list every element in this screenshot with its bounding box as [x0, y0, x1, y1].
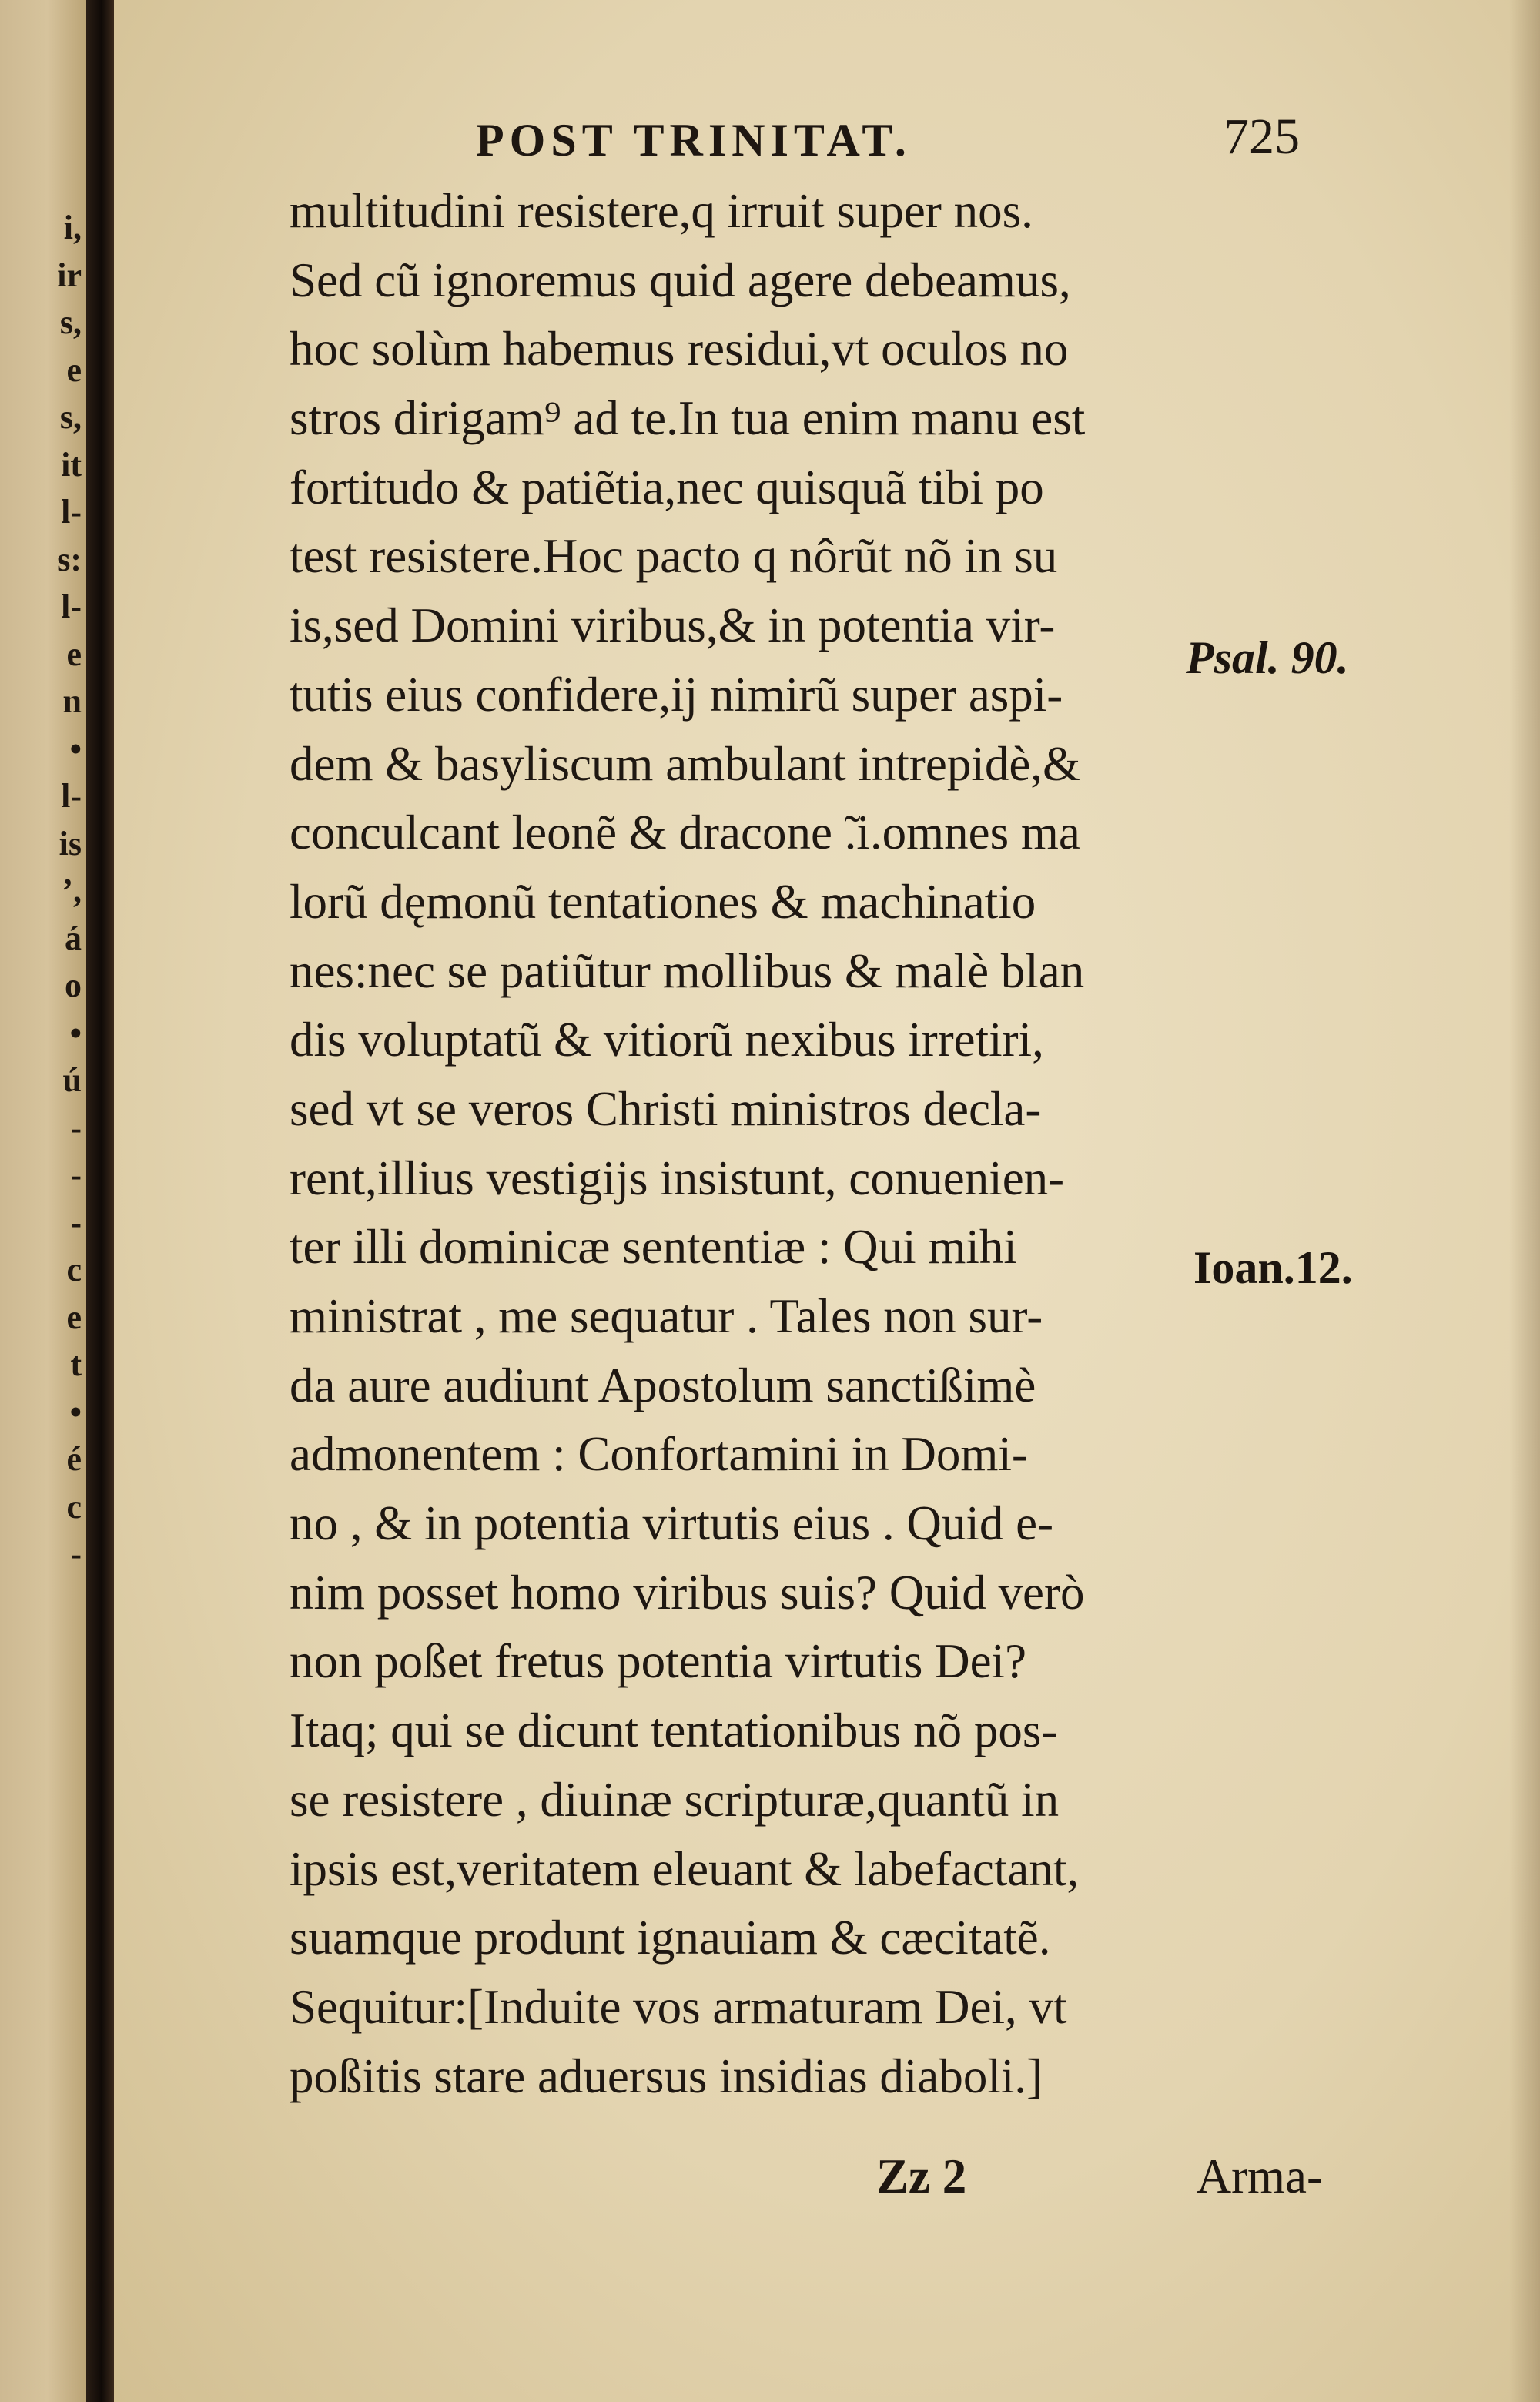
previous-page-fragment: t: [70, 1345, 82, 1383]
previous-page-fragment: e: [66, 350, 82, 389]
text-line: Sequitur:[Induite vos armaturam Dei, vt: [290, 1979, 1067, 2034]
page-number: 725: [1224, 109, 1300, 165]
previous-page-fragment: ’,: [62, 872, 82, 910]
previous-page-fragment: it: [61, 445, 82, 484]
text-line: no , & in potentia virtutis eius . Quid e-: [290, 1496, 1054, 1551]
previous-page-fragment: •: [69, 1392, 82, 1431]
text-line: admonentem : Confortamini in Domi-: [290, 1427, 1028, 1482]
previous-page-fragment: •: [69, 1013, 82, 1052]
previous-page-fragment: l-: [61, 777, 82, 815]
text-line: hoc solùm habemus residui,vt oculos no: [290, 322, 1069, 377]
text-line: non poßet fretus potentia virtutis Dei?: [290, 1634, 1027, 1689]
text-line: se resistere , diuinæ scripturæ,quantũ in: [290, 1772, 1060, 1827]
previous-page-fragment: o: [65, 966, 82, 1004]
previous-page-fragment: -: [70, 1535, 82, 1573]
previous-page-fragment: c: [66, 1487, 82, 1526]
page-header: [476, 109, 1300, 183]
previous-page-fragment: á: [65, 919, 82, 957]
previous-page-fragment: i,: [63, 209, 82, 246]
text-line: sed vt se veros Christi ministros decla-: [290, 1081, 1042, 1136]
previous-page-fragment: c: [66, 1251, 82, 1288]
text-line: nim posset homo viribus suis? Quid verò: [290, 1565, 1085, 1620]
book-gutter: [86, 0, 114, 2402]
text-line: conculcant leonẽ & dracone ̃.i.omnes ma: [290, 806, 1080, 860]
running-title: POST TRINITAT.: [476, 115, 912, 166]
text-line: multitudini resistere,q irruit super nos.: [290, 184, 1033, 238]
previous-page-fragment: n: [62, 682, 82, 720]
previous-page-fragment: is: [59, 824, 82, 863]
book-page: [114, 0, 1540, 2402]
text-line: fortitudo & patiẽtia,nec quisquã tibi po: [290, 460, 1044, 514]
previous-page-text-fragments: [5, 204, 82, 1578]
text-line: ter illi dominicæ sententiæ : Qui mihi: [290, 1220, 1017, 1275]
body-text: [290, 177, 1314, 2111]
previous-page-fragment: -: [70, 1203, 82, 1241]
previous-page-fragment: ir: [57, 256, 82, 294]
previous-page-fragment: •: [69, 729, 82, 768]
page-footer: [876, 2149, 1323, 2218]
previous-page-fragment: -: [70, 1156, 82, 1194]
text-line: suamque produnt ignauiam & cæcitatẽ.: [290, 1911, 1051, 1965]
text-line: ministrat , me sequatur . Tales non sur-: [290, 1289, 1043, 1343]
text-line: lorũ dęmonũ tentationes & machinatio: [290, 874, 1036, 929]
previous-page-fragment: l-: [61, 588, 82, 625]
previous-page-fragment: s,: [59, 303, 82, 341]
previous-page-fragment: e: [66, 1298, 82, 1336]
text-line: Sed cũ ignoremus quid agere debeamus,: [290, 253, 1071, 307]
text-line: stros dirigam⁹ ad te.In tua enim manu est: [290, 391, 1086, 446]
previous-page-fragment: l-: [61, 493, 82, 531]
text-line: is,sed Domini viribus,& in potentia vir-: [290, 598, 1056, 653]
text-line: rent,illius vestigijs insistunt, conuenien-: [290, 1151, 1065, 1205]
previous-page-fragment: ú: [62, 1061, 82, 1099]
signature-mark: Zz 2: [876, 2149, 967, 2203]
text-line: nes:nec se patiũtur mollibus & malè blan: [290, 943, 1085, 998]
previous-page-fragment: s,: [59, 398, 82, 436]
previous-page-fragment: s:: [57, 540, 82, 578]
text-line: poßitis stare aduersus insidias diaboli.]: [290, 2049, 1043, 2103]
text-line: test resistere.Hoc pacto q nôrũt nõ in su: [290, 529, 1058, 584]
previous-page-edge: [0, 0, 86, 2402]
text-line: dem & basyliscum ambulant intrepidè,&: [290, 736, 1081, 791]
text-line: ipsis est,veritatem eleuant & labefactant,: [290, 1841, 1080, 1896]
previous-page-fragment: é: [66, 1440, 82, 1478]
previous-page-fragment: -: [70, 1108, 82, 1147]
text-line: da aure audiunt Apostolum sanctißimè: [290, 1358, 1036, 1412]
marginal-note-john: Ioan.12.: [1194, 1242, 1353, 1293]
catchword: Arma-: [1196, 2149, 1323, 2203]
marginal-note-psalm: Psal. 90.: [1186, 632, 1349, 683]
text-line: dis voluptatũ & vitiorũ nexibus irretiri,: [290, 1013, 1044, 1067]
text-line: tutis eius confidere,ij nimirũ super aspi-: [290, 667, 1063, 722]
previous-page-fragment: e: [66, 635, 82, 673]
text-line: Itaq; qui se dicunt tentationibus nõ pos-: [290, 1704, 1058, 1758]
